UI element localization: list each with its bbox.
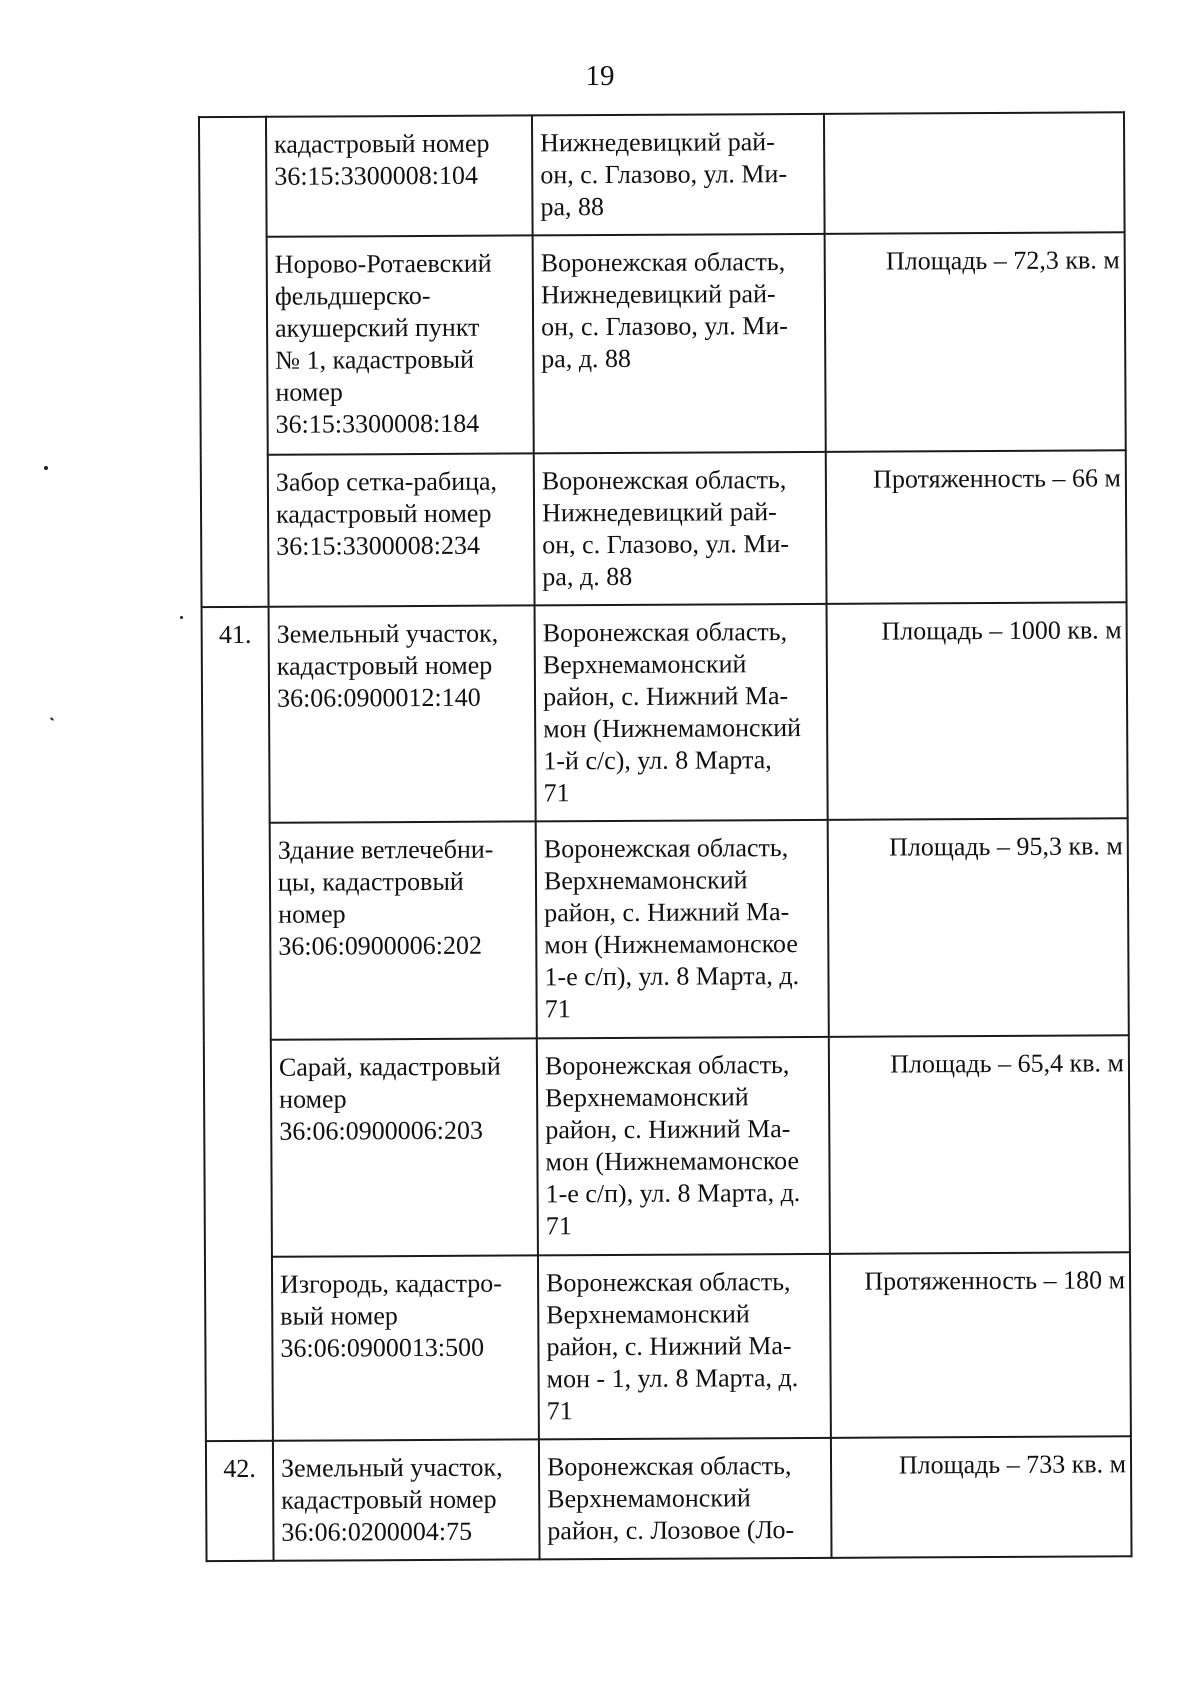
object-characteristic: Площадь – 72,3 кв. м — [885, 245, 1120, 276]
characteristic-cell — [828, 818, 1129, 1037]
characteristic-cell — [825, 232, 1126, 452]
object-characteristic: Протяженность – 66 м — [873, 463, 1121, 494]
table-row — [203, 818, 1129, 1040]
table-row — [200, 232, 1126, 455]
object-name: Сарай, кадастровый номер 36:06:0900006:203 — [278, 1051, 501, 1146]
address-cell — [536, 820, 829, 1039]
address-cell — [537, 1037, 830, 1256]
characteristic-cell — [831, 1436, 1132, 1558]
address-cell — [533, 234, 826, 454]
row-number-cell — [199, 117, 269, 607]
object-characteristic: Площадь – 65,4 кв. м — [890, 1048, 1125, 1079]
object-name-cell — [273, 1439, 540, 1560]
object-address: Воронежская область, Верхнемамонский район, с. Нижний Ма- мон (Нижнемамонское 1-е с/п), ул. 8 Марта, д. 71 — [544, 1050, 801, 1241]
object-address: Воронежская область, Верхнемамонский район, с. Лозовое (Ло- — [546, 1451, 795, 1546]
table-row — [204, 1035, 1130, 1257]
object-name-cell — [266, 115, 533, 236]
object-name: Норово-Ротаевский фельдшерско- акушерский пункт № 1, кадастровый номер 36:15:3300008:184 — [274, 248, 492, 439]
object-name-cell — [269, 605, 536, 822]
object-characteristic: Площадь – 95,3 кв. м — [888, 831, 1123, 862]
object-characteristic: Площадь – 1000 кв. м — [881, 615, 1122, 646]
object-name-cell — [272, 1255, 539, 1440]
address-cell — [532, 114, 825, 236]
object-name-cell — [271, 1038, 538, 1256]
characteristic-cell — [830, 1252, 1131, 1438]
object-name-cell — [267, 235, 534, 454]
table-row — [199, 112, 1125, 237]
address-cell — [539, 1438, 832, 1560]
table-row — [201, 450, 1127, 607]
characteristic-cell — [829, 1035, 1130, 1254]
address-cell — [535, 604, 828, 822]
object-address: Воронежская область, Верхнемамонский район, с. Нижний Ма- мон (Нижнемамонское 1-е с/п), ул. 8 Марта, д. 71 — [543, 833, 800, 1024]
object-name-cell — [268, 453, 535, 606]
object-address: Воронежская область, Нижнедевицкий рай- он, с. Глазово, ул. Ми- ра, д. 88 — [540, 247, 788, 374]
object-address: Воронежская область, Верхнемамонский район, с. Нижний Ма- мон (Нижнемамонский 1-й с/с), ул. 8 Марта, 71 — [542, 617, 802, 808]
address-cell — [534, 452, 827, 606]
page-number: 19 — [585, 60, 615, 92]
property-table — [198, 111, 1133, 1562]
object-name: кадастровый номер 36:15:3300008:104 — [274, 128, 490, 191]
table-row — [205, 1252, 1131, 1441]
address-cell — [538, 1254, 831, 1440]
object-name: Здание ветлечебни- цы, кадастровый номер 36:06:0900006:202 — [277, 834, 494, 961]
row-number-cell: 42. — [206, 1441, 274, 1561]
object-address: Нижнедевицкий рай- он, с. Глазово, ул. Ми- ра, 88 — [540, 127, 788, 222]
scan-speck — [44, 466, 48, 470]
object-name: Забор сетка-рабица, кадастровый номер 36:15:3300008:234 — [275, 466, 498, 561]
object-name: Изгородь, кадастро- вый номер 36:06:0900013:500 — [280, 1268, 502, 1363]
table-row — [202, 602, 1128, 823]
object-characteristic — [832, 124, 1119, 126]
object-characteristic: Площадь – 733 кв. м — [898, 1449, 1127, 1480]
object-address: Воронежская область, Верхнемамонский район, с. Нижний Ма- мон - 1, ул. 8 Марта, д. 71 — [546, 1267, 799, 1426]
row-number-cell: 41. — [202, 607, 273, 1441]
characteristic-cell — [827, 602, 1128, 820]
object-name-cell — [270, 821, 537, 1039]
object-address: Воронежская область, Нижнедевицкий рай- он, с. Глазово, ул. Ми- ра, д. 88 — [541, 465, 790, 592]
table-row — [206, 1436, 1132, 1561]
characteristic-cell — [826, 450, 1127, 604]
object-name: Земельный участок, кадастровый номер 36:06:0200004:75 — [280, 1452, 503, 1547]
characteristic-cell — [824, 112, 1125, 234]
object-name: Земельный участок, кадастровый номер 36:06:0900012:140 — [276, 618, 499, 713]
scan-speck — [180, 616, 183, 619]
object-characteristic: Протяженность – 180 м — [864, 1265, 1126, 1296]
